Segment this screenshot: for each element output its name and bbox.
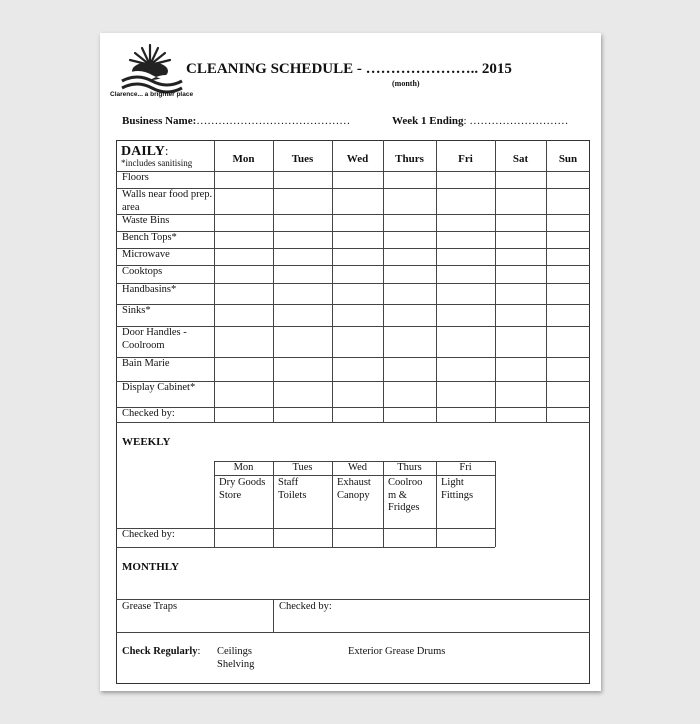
weekly-checked-by-cell[interactable]	[437, 529, 494, 546]
daily-check-cell[interactable]	[437, 284, 494, 303]
daily-heading-block	[121, 142, 192, 168]
regular-item-grease-drums: Exterior Grease Drums	[348, 646, 446, 657]
daily-check-cell[interactable]	[333, 266, 382, 282]
daily-check-cell[interactable]	[333, 232, 382, 247]
daily-day-thurs: Thurs	[395, 153, 424, 165]
daily-day-sat: Sat	[512, 153, 529, 165]
weekly-checked-by-cell[interactable]	[274, 529, 331, 546]
monthly-checked-by[interactable]: Checked by:	[279, 601, 332, 612]
daily-heading: DAILY	[121, 144, 165, 159]
daily-check-cell[interactable]	[333, 215, 382, 230]
weekly-checked-by: Checked by:	[122, 529, 175, 540]
weekly-checked-by-cell[interactable]	[384, 529, 435, 546]
daily-check-cell[interactable]	[333, 358, 382, 380]
regular-item-ceilings: Ceilings	[217, 646, 253, 657]
daily-check-cell[interactable]	[547, 189, 589, 213]
monthly-task-grease-traps: Grease Traps	[122, 601, 178, 612]
daily-task: Sinks*	[122, 305, 151, 316]
daily-check-cell[interactable]	[384, 305, 435, 325]
daily-check-cell[interactable]	[496, 215, 545, 230]
daily-check-cell[interactable]	[547, 305, 589, 325]
daily-check-cell[interactable]	[437, 189, 494, 213]
daily-check-cell[interactable]	[215, 215, 272, 230]
daily-check-cell[interactable]	[547, 358, 589, 380]
daily-check-cell[interactable]	[437, 232, 494, 247]
daily-check-cell[interactable]	[384, 266, 435, 282]
daily-check-cell[interactable]	[547, 382, 589, 406]
daily-check-cell[interactable]	[333, 172, 382, 187]
check-regularly-label: Check Regularly	[122, 646, 198, 657]
daily-check-cell[interactable]	[333, 305, 382, 325]
monthly-heading: MONTHLY	[122, 561, 180, 573]
daily-task: Door Handles - Coolroom	[122, 327, 187, 351]
daily-check-cell[interactable]	[384, 249, 435, 264]
daily-check-cell[interactable]	[274, 232, 331, 247]
daily-check-cell[interactable]	[437, 249, 494, 264]
daily-day-wed: Wed	[346, 153, 369, 165]
daily-check-cell[interactable]	[437, 382, 494, 406]
daily-check-cell[interactable]	[547, 215, 589, 230]
daily-check-cell[interactable]	[274, 215, 331, 230]
daily-task: Walls near food prep. area	[122, 189, 213, 213]
daily-check-cell[interactable]	[384, 172, 435, 187]
daily-check-cell[interactable]	[547, 284, 589, 303]
daily-check-cell[interactable]	[496, 327, 545, 356]
business-name-field[interactable]: ……………………………………	[196, 115, 351, 127]
weekly-day-thurs: Thurs	[397, 462, 422, 473]
daily-check-cell[interactable]	[384, 382, 435, 406]
daily-check-cell[interactable]	[215, 266, 272, 282]
daily-check-cell[interactable]	[274, 382, 331, 406]
daily-heading-colon: :	[164, 143, 169, 158]
daily-check-cell[interactable]	[215, 232, 272, 247]
weekly-checked-by-cell[interactable]	[333, 529, 382, 546]
schedule-sheet	[100, 33, 601, 691]
daily-checked-by-cell[interactable]	[384, 408, 435, 421]
check-regularly-block	[122, 646, 200, 659]
weekly-task: Exhaust Canopy	[337, 477, 371, 501]
week-ending-field[interactable]: : ………………………	[463, 115, 569, 127]
daily-task: Display Cabinet*	[122, 382, 196, 393]
daily-task: Floors	[122, 172, 149, 183]
daily-check-cell[interactable]	[496, 358, 545, 380]
daily-checked-by-cell[interactable]	[547, 408, 589, 421]
weekly-task: Light Fittings	[441, 477, 474, 501]
daily-check-cell[interactable]	[333, 189, 382, 213]
daily-check-cell[interactable]	[437, 215, 494, 230]
daily-checked-by-cell[interactable]	[333, 408, 382, 421]
business-name-line	[122, 115, 350, 127]
daily-check-cell[interactable]	[496, 232, 545, 247]
daily-check-cell[interactable]	[215, 305, 272, 325]
daily-check-cell[interactable]	[274, 305, 331, 325]
daily-note: *includes sanitising	[121, 158, 193, 168]
logo-tagline: Clarence... a brighter place	[110, 91, 194, 98]
daily-check-cell[interactable]	[274, 189, 331, 213]
weekly-day-tues: Tues	[292, 462, 313, 473]
daily-checked-by: Checked by:	[122, 408, 175, 419]
daily-check-cell[interactable]	[274, 358, 331, 380]
daily-check-cell[interactable]	[437, 305, 494, 325]
daily-checked-by-cell[interactable]	[215, 408, 272, 421]
daily-task: Microwave	[122, 249, 170, 260]
check-regularly-colon: :	[197, 646, 201, 657]
daily-checked-by-cell[interactable]	[274, 408, 331, 421]
weekly-heading: WEEKLY	[122, 436, 171, 448]
daily-day-tues: Tues	[291, 153, 314, 165]
daily-check-cell[interactable]	[496, 189, 545, 213]
daily-check-cell[interactable]	[333, 382, 382, 406]
daily-checked-by-cell[interactable]	[437, 408, 494, 421]
daily-check-cell[interactable]	[547, 232, 589, 247]
weekly-day-fri: Fri	[459, 462, 472, 473]
weekly-day-mon: Mon	[233, 462, 254, 473]
daily-check-cell[interactable]	[437, 327, 494, 356]
daily-check-cell[interactable]	[547, 249, 589, 264]
daily-check-cell[interactable]	[384, 327, 435, 356]
daily-check-cell[interactable]	[437, 358, 494, 380]
daily-check-cell[interactable]	[215, 189, 272, 213]
daily-checked-by-cell[interactable]	[496, 408, 545, 421]
daily-task: Handbasins*	[122, 284, 177, 295]
daily-check-cell[interactable]	[215, 249, 272, 264]
daily-check-cell[interactable]	[437, 266, 494, 282]
weekly-day-wed: Wed	[348, 462, 367, 473]
daily-check-cell[interactable]	[274, 327, 331, 356]
daily-check-cell[interactable]	[384, 284, 435, 303]
weekly-task: Staff Toilets	[278, 477, 307, 501]
daily-check-cell[interactable]	[333, 249, 382, 264]
daily-check-cell[interactable]	[496, 249, 545, 264]
week-ending-line	[392, 115, 568, 127]
daily-check-cell[interactable]	[547, 266, 589, 282]
weekly-checked-by-cell[interactable]	[215, 529, 272, 546]
business-name-label: Business Name:	[122, 115, 197, 127]
daily-check-cell[interactable]	[547, 172, 589, 187]
daily-task: Bench Tops*	[122, 232, 177, 243]
daily-check-cell[interactable]	[384, 215, 435, 230]
daily-check-cell[interactable]	[215, 327, 272, 356]
daily-task: Cooktops	[122, 266, 163, 277]
weekly-task: Coolroo m & Fridges	[388, 477, 423, 513]
daily-check-cell[interactable]	[384, 189, 435, 213]
month-label: (month)	[392, 79, 420, 88]
daily-check-cell[interactable]	[274, 172, 331, 187]
daily-check-cell[interactable]	[547, 327, 589, 356]
daily-check-cell[interactable]	[215, 382, 272, 406]
daily-check-cell[interactable]	[215, 358, 272, 380]
regular-item-shelving: Shelving	[217, 659, 255, 670]
daily-check-cell[interactable]	[274, 249, 331, 264]
weekly-task: Dry Goods Store	[219, 477, 266, 501]
daily-check-cell[interactable]	[496, 382, 545, 406]
daily-check-cell[interactable]	[384, 358, 435, 380]
daily-day-mon: Mon	[232, 153, 255, 165]
daily-check-cell[interactable]	[437, 172, 494, 187]
daily-check-cell[interactable]	[215, 284, 272, 303]
daily-check-cell[interactable]	[274, 284, 331, 303]
daily-check-cell[interactable]	[333, 284, 382, 303]
daily-task: Bain Marie	[122, 358, 170, 369]
daily-check-cell[interactable]	[496, 305, 545, 325]
daily-check-cell[interactable]	[333, 327, 382, 356]
week-ending-label: Week 1 Ending	[392, 115, 464, 127]
daily-check-cell[interactable]	[496, 172, 545, 187]
daily-check-cell[interactable]	[496, 266, 545, 282]
daily-task: Waste Bins	[122, 215, 170, 226]
daily-day-sun: Sun	[558, 153, 578, 165]
daily-check-cell[interactable]	[384, 232, 435, 247]
daily-check-cell[interactable]	[274, 266, 331, 282]
daily-check-cell[interactable]	[496, 284, 545, 303]
page-title: CLEANING SCHEDULE - ………………….. 2015	[186, 61, 512, 77]
daily-day-fri: Fri	[458, 153, 473, 165]
daily-check-cell[interactable]	[215, 172, 272, 187]
